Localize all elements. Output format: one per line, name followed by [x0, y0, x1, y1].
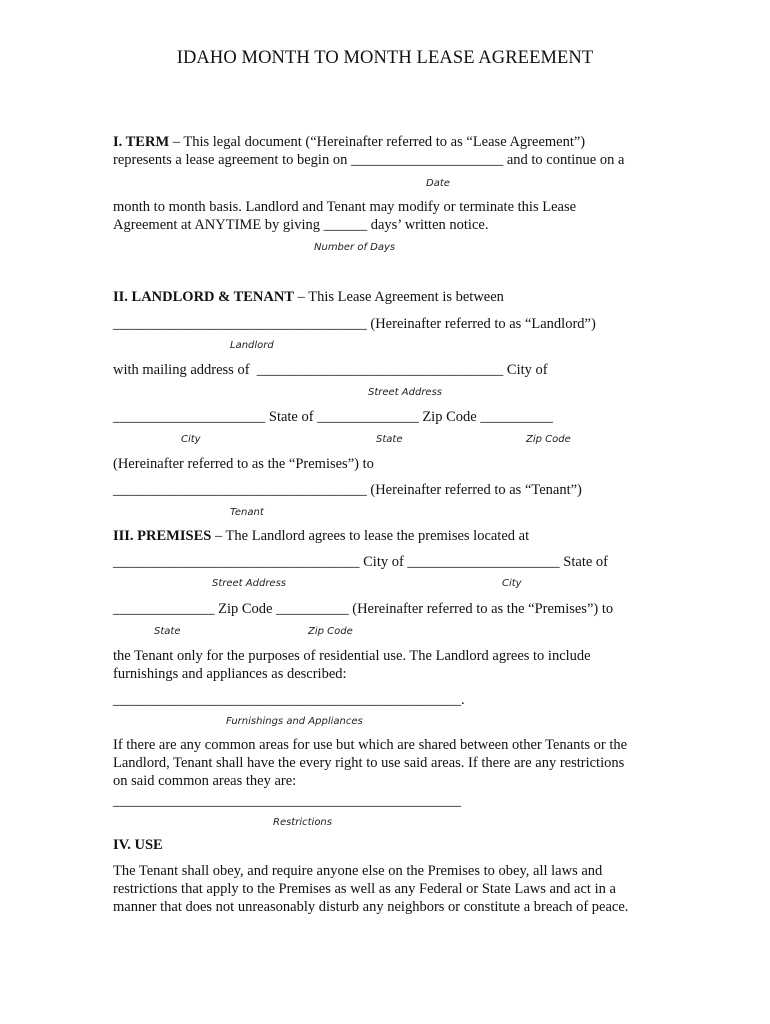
common-areas-line-2: Landlord, Tenant shall have the every right to use said areas. If there are any restrictions: [113, 755, 625, 771]
landlord-mailing-address-line: with mailing address of __________________________________ City of: [113, 362, 548, 378]
landlord-city-state-zip-line: _____________________ State of ______________ Zip Code __________: [113, 409, 553, 425]
landlord-street-address-label: Street Address: [368, 387, 443, 398]
furnishings-intro-line: furnishings and appliances as described:: [113, 666, 347, 682]
landlord-tenant-paragraph-line-1: [113, 288, 504, 306]
term-intro-text: – This legal document (“Hereinafter referred to as “Lease Agreement”): [169, 134, 586, 150]
common-areas-line-1: If there are any common areas for use but which are shared between other Tenants or the: [113, 737, 628, 753]
tenant-field-label: Tenant: [230, 507, 264, 518]
premises-address-line: __________________________________ City of _____________________ State of: [113, 554, 609, 570]
term-heading: I. TERM: [113, 134, 170, 150]
residential-use-line: the Tenant only for the purposes of residential use. The Landlord agrees to include: [113, 648, 591, 664]
number-of-days-label: Number of Days: [314, 242, 396, 253]
common-areas-line-3: on said common areas they are:: [113, 773, 297, 789]
term-start-date-line: represents a lease agreement to begin on _____________________ and to continue on a: [113, 152, 625, 168]
restrictions-blank-line: ________________________________________________: [113, 793, 461, 809]
restrictions-label: Restrictions: [273, 817, 332, 828]
landlord-tenant-intro-text: – This Lease Agreement is between: [294, 289, 504, 305]
furnishings-blank-line: ________________________________________________.: [113, 692, 465, 708]
date-field-label: Date: [426, 178, 450, 189]
use-paragraph-line-2: restrictions that apply to the Premises as well as any Federal or State Laws and act in a: [113, 881, 616, 897]
premises-street-address-label: Street Address: [212, 578, 287, 589]
landlord-tenant-heading: II. LANDLORD & TENANT: [113, 289, 295, 305]
document-title: IDAHO MONTH TO MONTH LEASE AGREEMENT: [176, 48, 594, 68]
term-paragraph-line-3: month to month basis. Landlord and Tenant may modify or terminate this Lease: [113, 199, 577, 215]
notice-days-line: Agreement at ANYTIME by giving ______ days’ written notice.: [113, 217, 489, 233]
premises-state-zip-line: ______________ Zip Code __________ (Hereinafter referred to as the “Premises”) to: [113, 601, 614, 617]
premises-city-label: City: [502, 578, 522, 589]
premises-heading: III. PREMISES: [113, 528, 212, 544]
landlord-zip-label: Zip Code: [526, 434, 571, 445]
use-paragraph-line-3: manner that does not unreasonably disturb any neighbors or constitute a breach of peace.: [113, 899, 629, 915]
use-heading: IV. USE: [113, 837, 163, 853]
landlord-city-label: City: [181, 434, 201, 445]
term-paragraph-line-1: [113, 133, 585, 151]
furnishings-appliances-label: Furnishings and Appliances: [226, 716, 363, 727]
landlord-field-label: Landlord: [230, 340, 274, 351]
landlord-state-label: State: [376, 434, 403, 445]
landlord-name-line: ___________________________________ (Hereinafter referred to as “Landlord”): [113, 316, 596, 332]
premises-zip-label: Zip Code: [308, 626, 353, 637]
premises-paragraph-line-1: [113, 527, 529, 545]
premises-reference-line: (Hereinafter referred to as the “Premises”) to: [113, 456, 374, 472]
premises-state-label: State: [154, 626, 181, 637]
tenant-name-line: ___________________________________ (Hereinafter referred to as “Tenant”): [113, 482, 582, 498]
use-paragraph-line-1: The Tenant shall obey, and require anyone else on the Premises to obey, all laws and: [113, 863, 603, 879]
premises-intro-text: – The Landlord agrees to lease the premises located at: [211, 528, 530, 544]
